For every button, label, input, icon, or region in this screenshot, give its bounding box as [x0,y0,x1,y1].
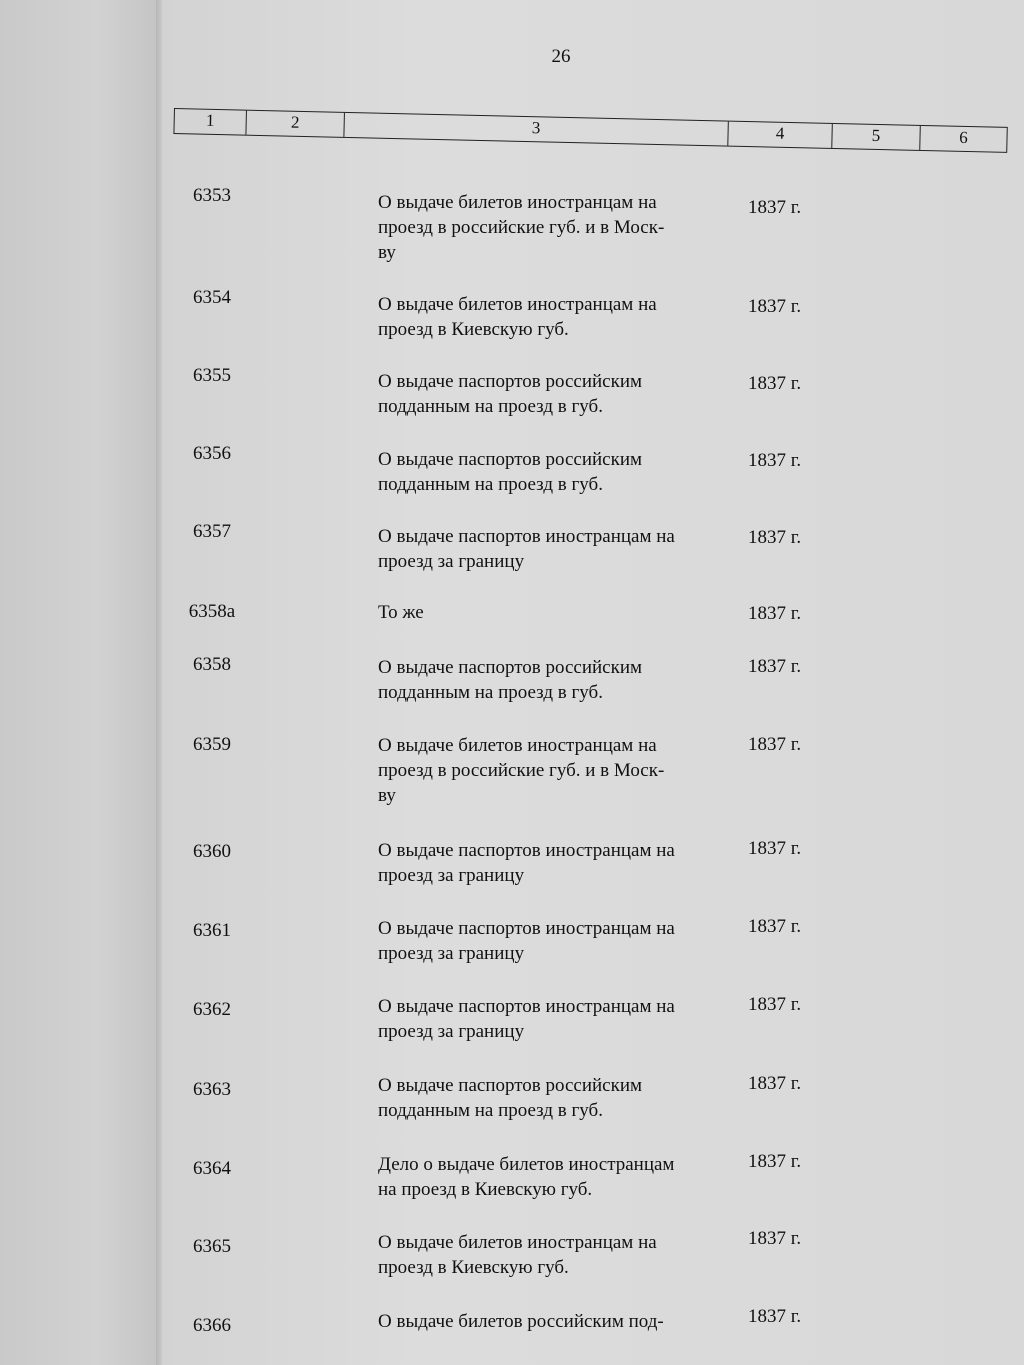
record-number: 6362 [193,999,231,1020]
record-number: 6360 [193,841,231,862]
record-title: О выдаче билетов иностранцам на проезд в российские губ. и в Моск- ву [378,192,665,263]
record-title: Дело о выдаче билетов иностранцам на проезд в Киевскую губ. [378,1154,675,1200]
record-date: 1837 г. [748,1228,802,1249]
record-date: 1837 г. [748,450,802,471]
record-number: 6357 [193,521,231,542]
column-header-4: 4 [728,122,833,148]
record-title: О выдаче билетов иностранцам на проезд в Киевскую губ. [378,294,657,340]
record-date: 1837 г. [748,656,802,677]
record-number: 6353 [193,185,231,206]
record-title: О выдаче паспортов иностранцам на проезд за границу [378,996,675,1042]
record-date: 1837 г. [748,197,802,218]
record-number: 6354 [193,287,231,308]
record-title: О выдаче паспортов иностранцам на проезд за границу [378,840,675,886]
record-date: 1837 г. [748,994,802,1015]
record-date: 1837 г. [748,1151,802,1172]
record-number: 6358 [193,654,231,675]
record-date: 1837 г. [748,603,802,624]
record-title: О выдаче паспортов российским подданным на проезд в губ. [378,449,643,495]
column-header-2: 2 [246,111,345,137]
column-header-6: 6 [959,127,969,148]
record-title: О выдаче билетов российским под- [378,1311,664,1332]
page-number: 26 [551,46,571,67]
records-list [162,0,1024,1365]
record-number: 6358а [188,601,236,622]
record-date: 1837 г. [748,527,802,548]
record-title: О выдаче паспортов иностранцам на проезд за границу [378,918,675,964]
record-title: О выдаче паспортов российским подданным на проезд в губ. [378,1075,643,1121]
record-date: 1837 г. [748,373,802,394]
record-number: 6356 [193,443,231,464]
record-title: О выдаче паспортов российским подданным на проезд в губ. [378,371,643,417]
record-title: О выдаче билетов иностранцам на проезд в российские губ. и в Моск- ву [378,735,665,806]
record-number: 6359 [193,734,231,755]
record-date: 1837 г. [748,916,802,937]
record-title: О выдаче паспортов российским подданным на проезд в губ. [378,657,643,703]
record-title: То же [378,602,424,623]
document-page [162,0,1024,1365]
record-number: 6365 [193,1236,231,1257]
record-number: 6363 [193,1079,231,1100]
record-number: 6355 [193,365,231,386]
record-date: 1837 г. [748,838,802,859]
column-header-3: 3 [344,113,728,146]
record-title: О выдаче паспортов иностранцам на проезд за границу [378,526,675,572]
left-page-edge [0,0,160,1365]
record-date: 1837 г. [748,1073,802,1094]
record-title: О выдаче билетов иностранцам на проезд в Киевскую губ. [378,1232,657,1278]
record-date: 1837 г. [748,734,802,755]
record-date: 1837 г. [748,1306,802,1327]
column-header-1: 1 [174,109,247,135]
record-number: 6364 [193,1158,231,1179]
column-header-5: 5 [832,124,921,150]
record-number: 6366 [193,1315,231,1336]
record-date: 1837 г. [748,296,802,317]
record-number: 6361 [193,920,231,941]
